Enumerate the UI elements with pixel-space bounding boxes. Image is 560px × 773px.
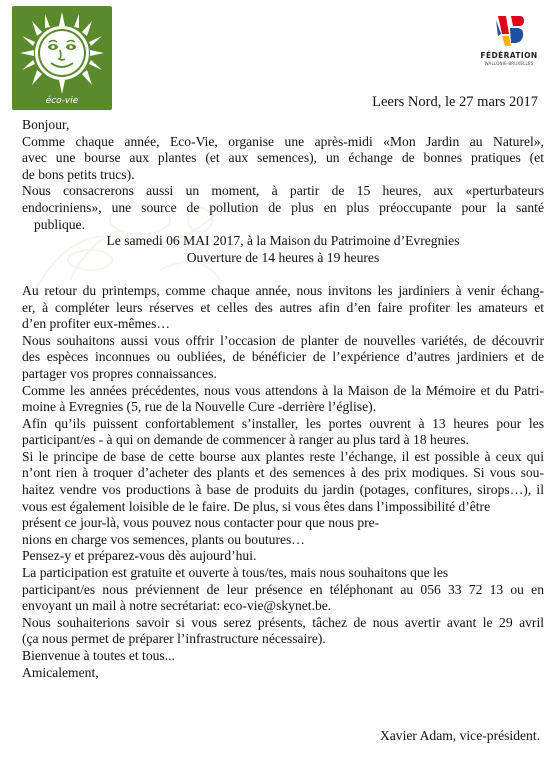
paragraph-line: participant/es - à qui on demande de commencer à ranger au plus tard à 18 heures. [22,432,469,448]
paragraph-line: partager vos propres connaissances. [22,365,217,381]
paragraph-line: endocriniens», une source de pollution de plus en plus préoccupante pour la santé [22,199,544,215]
paragraph-line: Comme les années précédentes, nous vous attendons à la Maison de la Mémoire et du Patri- [22,382,544,398]
letter-date: Leers Nord, le 27 mars 2017 [372,94,538,110]
paragraph-line: Nous souhaitons aussi vous offrir l’occasion de planter de nouvelles variétés, de découvrir [22,332,544,348]
federation-subtitle: WALLONIE-BRUXELLES [484,61,534,66]
paragraph-line: d’en profiter eux-mêmes… [22,316,170,332]
closing: Amicalement, [22,664,99,680]
paragraph-line: La participation est gratuite et ouverte à tous/tes, mais nous souhaitons que les [22,565,449,581]
paragraph-line: Afin qu’ils puissent confortablement s’installer, les portes ouvrent à 13 heures pour les [22,415,544,431]
greeting: Bonjour, [22,117,70,132]
paragraph-line: participant/es nous préviennent de leur présence en téléphonant au 056 33 72 13 ou en [22,581,544,597]
sun-face-icon [12,6,112,110]
eco-vie-logo [12,6,112,110]
paragraph-line: n’ont rien à troquer d’acheter des plants et des semences à des prix modiques. Si vous sou- [22,465,544,481]
signature: Xavier Adam, vice-président. [379,728,540,743]
paragraph-line: présent ce jour-là, vous pouvez nous contacter pour que nous pre- [22,515,380,531]
paragraph-line: Si le principe de base de cette bourse aux plantes reste l’échange, il est possible à ceux qui [22,448,544,464]
paragraph-line: avec une bourse aux plantes (et aux semences), un échange de bonnes pratiques (et [22,150,544,166]
paragraph-line: er, à compléter leurs réserves et celles des autres afin d’en faire profiter les amateurs et [22,299,544,315]
paragraph-line: nions en charge vos semences, plants ou boutures… [22,531,305,547]
federation-logo [478,12,540,70]
paragraph-line: envoyant un mail à notre secrétariat: eco-vie@skynet.be. [22,598,332,614]
paragraph-line: moine à Evregnies (5, rue de la Nouvelle Cure -derrière l’église). [22,399,377,415]
paragraph-line: Au retour du printemps, comme chaque année, nous invitons les jardiniers à venir échang- [22,282,544,298]
paragraph-line: Comme chaque année, Eco-Vie, organise une après-midi «Mon Jardin au Naturel», [22,133,544,149]
paragraph-line: vous est également loisible de le faire. De plus, si vous êtes dans l’impossibilité d’être [22,498,491,514]
federation-name: FÉDÉRATION [480,51,538,60]
paragraph-line: haitez vendre vos productions à base de produits du jardin (potages, confitures, sirops…), il [22,482,544,498]
paragraph-line: Pensez-y et préparez-vous dès aujourd’hui. [22,548,257,564]
paragraph-line: Nous consacrerons aussi un moment, à partir de 15 heures, aux «perturbateurs [22,183,544,199]
letter-body [22,117,544,681]
hours-line: Ouverture de 14 heures à 19 heures [186,249,380,265]
federation-emblem-icon [478,12,540,50]
paragraph-line: des espèces inconnues ou oubliées, de bénéficier de l’expérience d’autres jardiniers et de [22,349,544,365]
paragraph-line: Nous souhaiterions savoir si vous serez présents, tâchez de nous avertir avant le 29 avril [22,614,544,630]
eco-vie-logo-text: éco-vie [45,96,79,106]
paragraph-line: de bons petits trucs). [22,166,135,182]
paragraph-line: publique. [34,216,85,232]
event-line: Le samedi 06 MAI 2017, à la Maison du Patrimoine d’Evregnies [106,233,460,249]
paragraph-line: (ça nous permet de préparer l’infrastructure nécessaire). [22,631,326,647]
paragraph-line: Bienvenue à toutes et tous... [22,648,175,663]
